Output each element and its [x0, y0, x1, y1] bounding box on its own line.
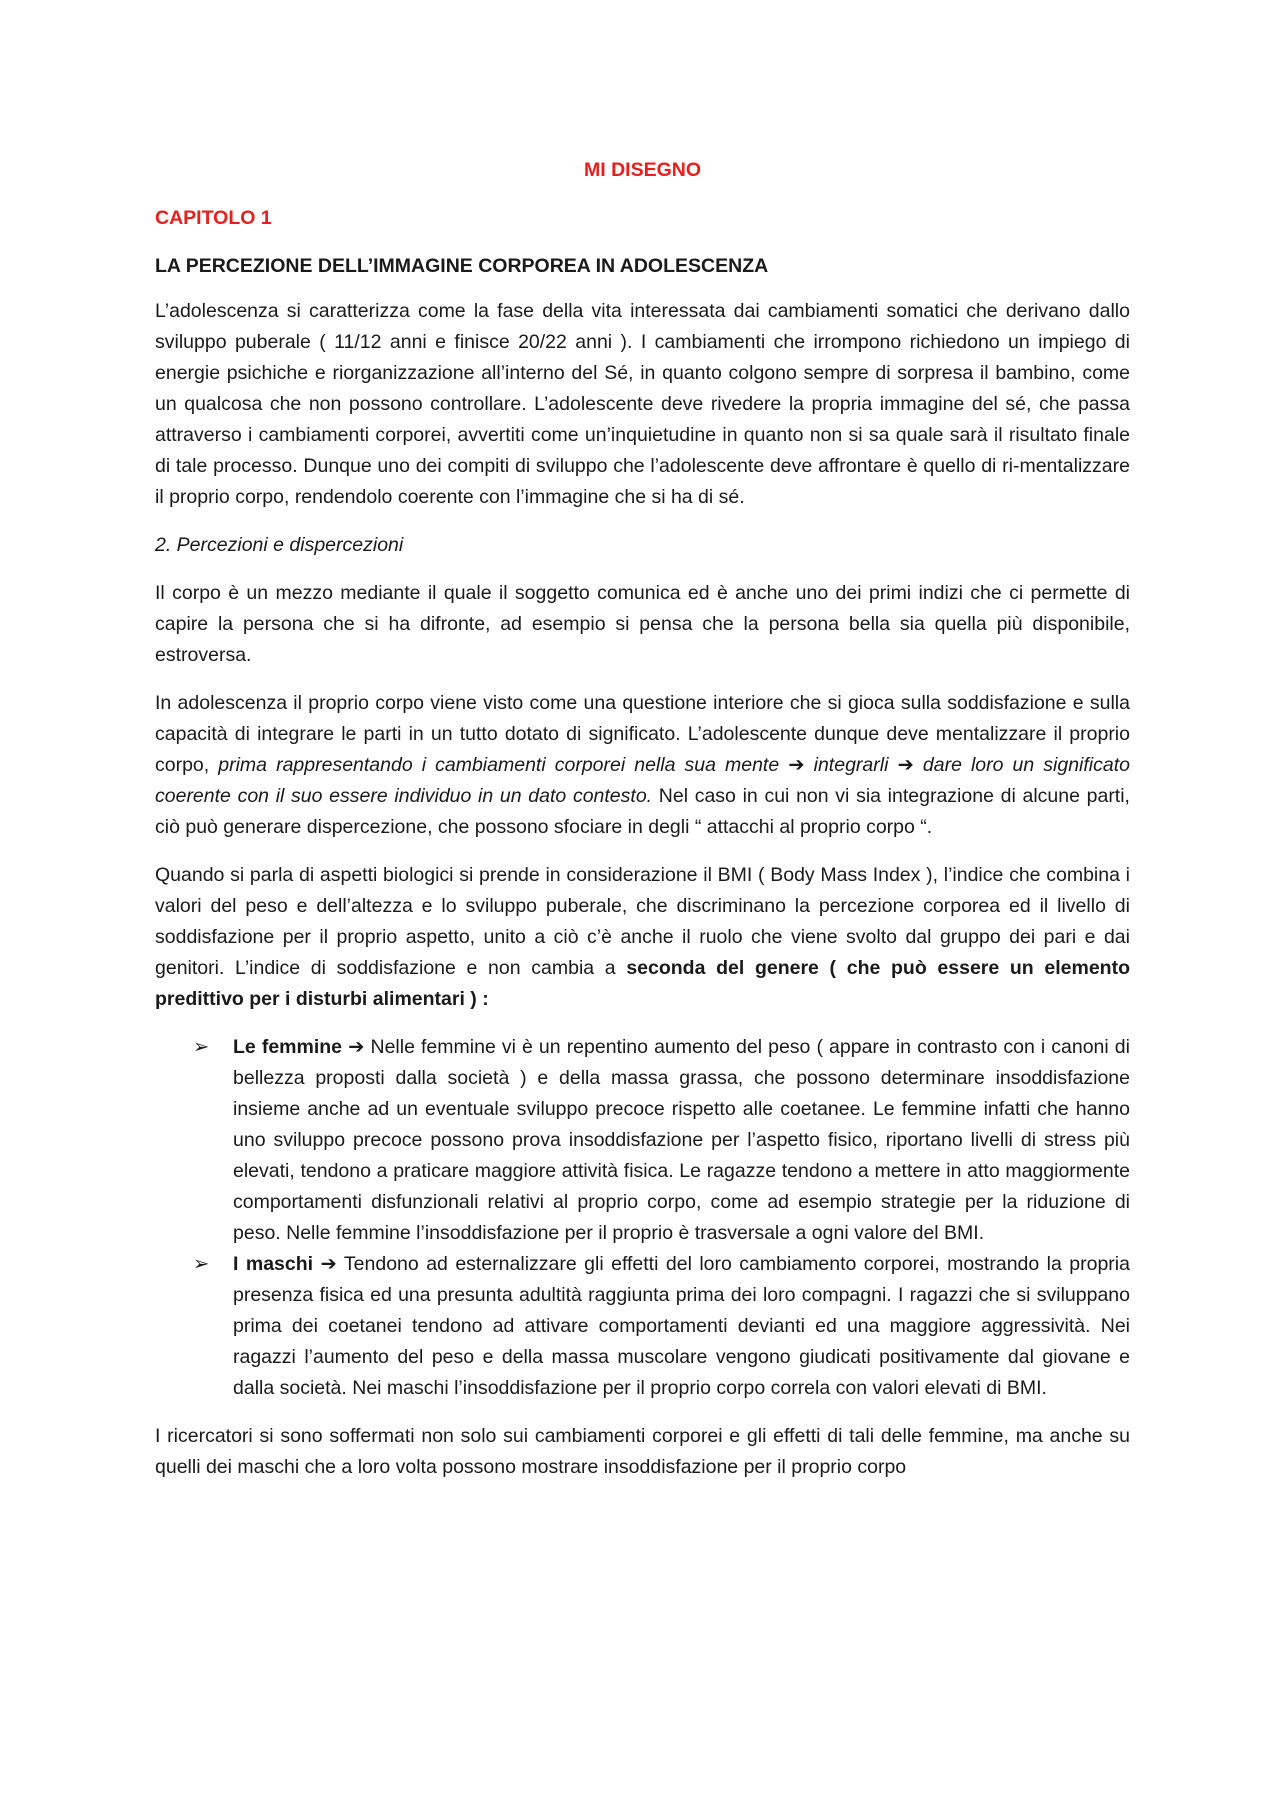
- section-heading: LA PERCEZIONE DELL’IMMAGINE CORPOREA IN ADOLESCENZA: [155, 255, 769, 277]
- bullet-text-males: Tendono ad esternalizzare gli effetti del loro cambiamento corporei, mostrando la propria presenza fisica ed una presunta adultità raggiunta prima dei loro compagni. I ragazzi che si sviluppano prima dei coetanei tendono ad attivare comportamenti devianti ed una maggiore aggressività. Nei ragazzi l’aumento del peso e della massa muscolare vengono giudicati positivamente dal giovane e dalla società. Nei maschi l’insoddisfazione per il proprio corpo correla con valori elevati di BMI.: [233, 1253, 1130, 1399]
- document-title: MI DISEGNO: [583, 159, 701, 181]
- arrow-right-icon: ➔: [320, 1253, 337, 1275]
- subsection-heading: 2. Percezioni e dispercezioni: [155, 534, 404, 556]
- chapter-label: CAPITOLO 1: [155, 207, 272, 229]
- paragraph-mentalization-italic-1: prima rappresentando i cambiamenti corporei nella sua mente: [218, 754, 789, 776]
- paragraph-bmi-text: Quando si parla di aspetti biologici si prende in considerazione il BMI ( Body Mass Index ), l’indice che combina i valori del peso e dell’altezza e lo sviluppo puberale, che discriminano la percezione corporea ed il livello di soddisfazione per il proprio aspetto, unito a ciò c’è anche il ruolo che viene svolto dal gruppo dei pari e dai genitori. L’indice di soddisfazione e non cambia a: [155, 864, 1130, 979]
- paragraph-intro: L’adolescenza si caratterizza come la fase della vita interessata dai cambiamenti somatici che derivano dallo sviluppo puberale ( 11/12 anni e finisce 20/22 anni ). I cambiamenti che irrompono richiedono un impiego di energie psichiche e riorganizzazione all’interno del Sé, in quanto colgono sempre di sorpresa il bambino, come un qualcosa che non possono controllare. L’adolescente deve rivedere la propria immagine del sé, che passa attraverso i cambiamenti corporei, avvertiti come un’inquietudine in quanto non si sa quale sarà il risultato finale di tale processo. Dunque uno dei compiti di sviluppo che l’adolescente deve affrontare è quello di ri-mentalizzare il proprio corpo, rendendolo coerente con l’immagine che si ha di sé.: [155, 300, 1130, 508]
- arrow-right-icon: ➔: [897, 754, 914, 776]
- paragraph-mentalization: [155, 688, 1130, 843]
- list-item-males: [193, 1249, 1130, 1404]
- bullet-label-males: I maschi: [233, 1253, 321, 1275]
- arrow-right-icon: ➔: [788, 754, 805, 776]
- paragraph-mentalization-text: In adolescenza il proprio corpo viene visto come una questione interiore che si gioca sulla soddisfazione e sulla capacità di integrare le parti in un tutto dotato di significato. L’adolescente dunque deve mentalizzare il proprio corpo,: [155, 692, 1130, 776]
- paragraph-body-communication: Il corpo è un mezzo mediante il quale il soggetto comunica ed è anche uno dei primi indizi che ci permette di capire la persona che si ha difronte, ad esempio si pensa che la persona bella sia quella più disponibile, estroversa.: [155, 582, 1130, 666]
- list-item-females: [193, 1032, 1130, 1249]
- bullet-label-females: Le femmine: [233, 1036, 349, 1058]
- gender-bullet-list: [155, 1032, 1130, 1404]
- paragraph-mentalization-italic-3: dare loro un significato coerente con il suo essere individuo in un dato contesto.: [155, 754, 1130, 807]
- bullet-text-females: Nelle femmine vi è un repentino aumento del peso ( appare in contrasto con i canoni di bellezza proposti dalla società ) e della massa grassa, che possono determinare insoddisfazione insieme anche ad un eventuale sviluppo precoce rispetto alle coetanee. Le femmine infatti che hanno uno sviluppo precoce possono prova insoddisfazione per l’aspetto fisico, riportano livelli di stress più elevati, tendono a praticare maggiore attività fisica. Le ragazze tendono a mettere in atto maggiormente comportamenti disfunzionali relativi al proprio corpo, come ad esempio strategie per la riduzione di peso. Nelle femmine l’insoddisfazione per il proprio è trasversale a ogni valore del BMI.: [233, 1036, 1130, 1244]
- paragraph-bmi: [155, 860, 1130, 1015]
- paragraph-mentalization-tail: Nel caso in cui non vi sia integrazione di alcune parti, ciò può generare dispercezione, che possono sfociare in degli “ attacchi al proprio corpo “.: [155, 785, 1130, 838]
- arrow-right-icon: ➔: [348, 1036, 365, 1058]
- document-page: [155, 155, 1130, 1500]
- paragraph-mentalization-italic-2: integrarli: [804, 754, 898, 776]
- arrowhead-bullet-icon: ➢: [193, 1036, 210, 1058]
- paragraph-bmi-bold: seconda del genere ( che può essere un elemento predittivo per i disturbi alimentari ) :: [155, 957, 1130, 1010]
- paragraph-researchers: I ricercatori si sono soffermati non solo sui cambiamenti corporei e gli effetti di tali delle femmine, ma anche su quelli dei maschi che a loro volta possono mostrare insoddisfazione per il proprio corpo: [155, 1425, 1130, 1478]
- arrowhead-bullet-icon: ➢: [193, 1253, 210, 1275]
